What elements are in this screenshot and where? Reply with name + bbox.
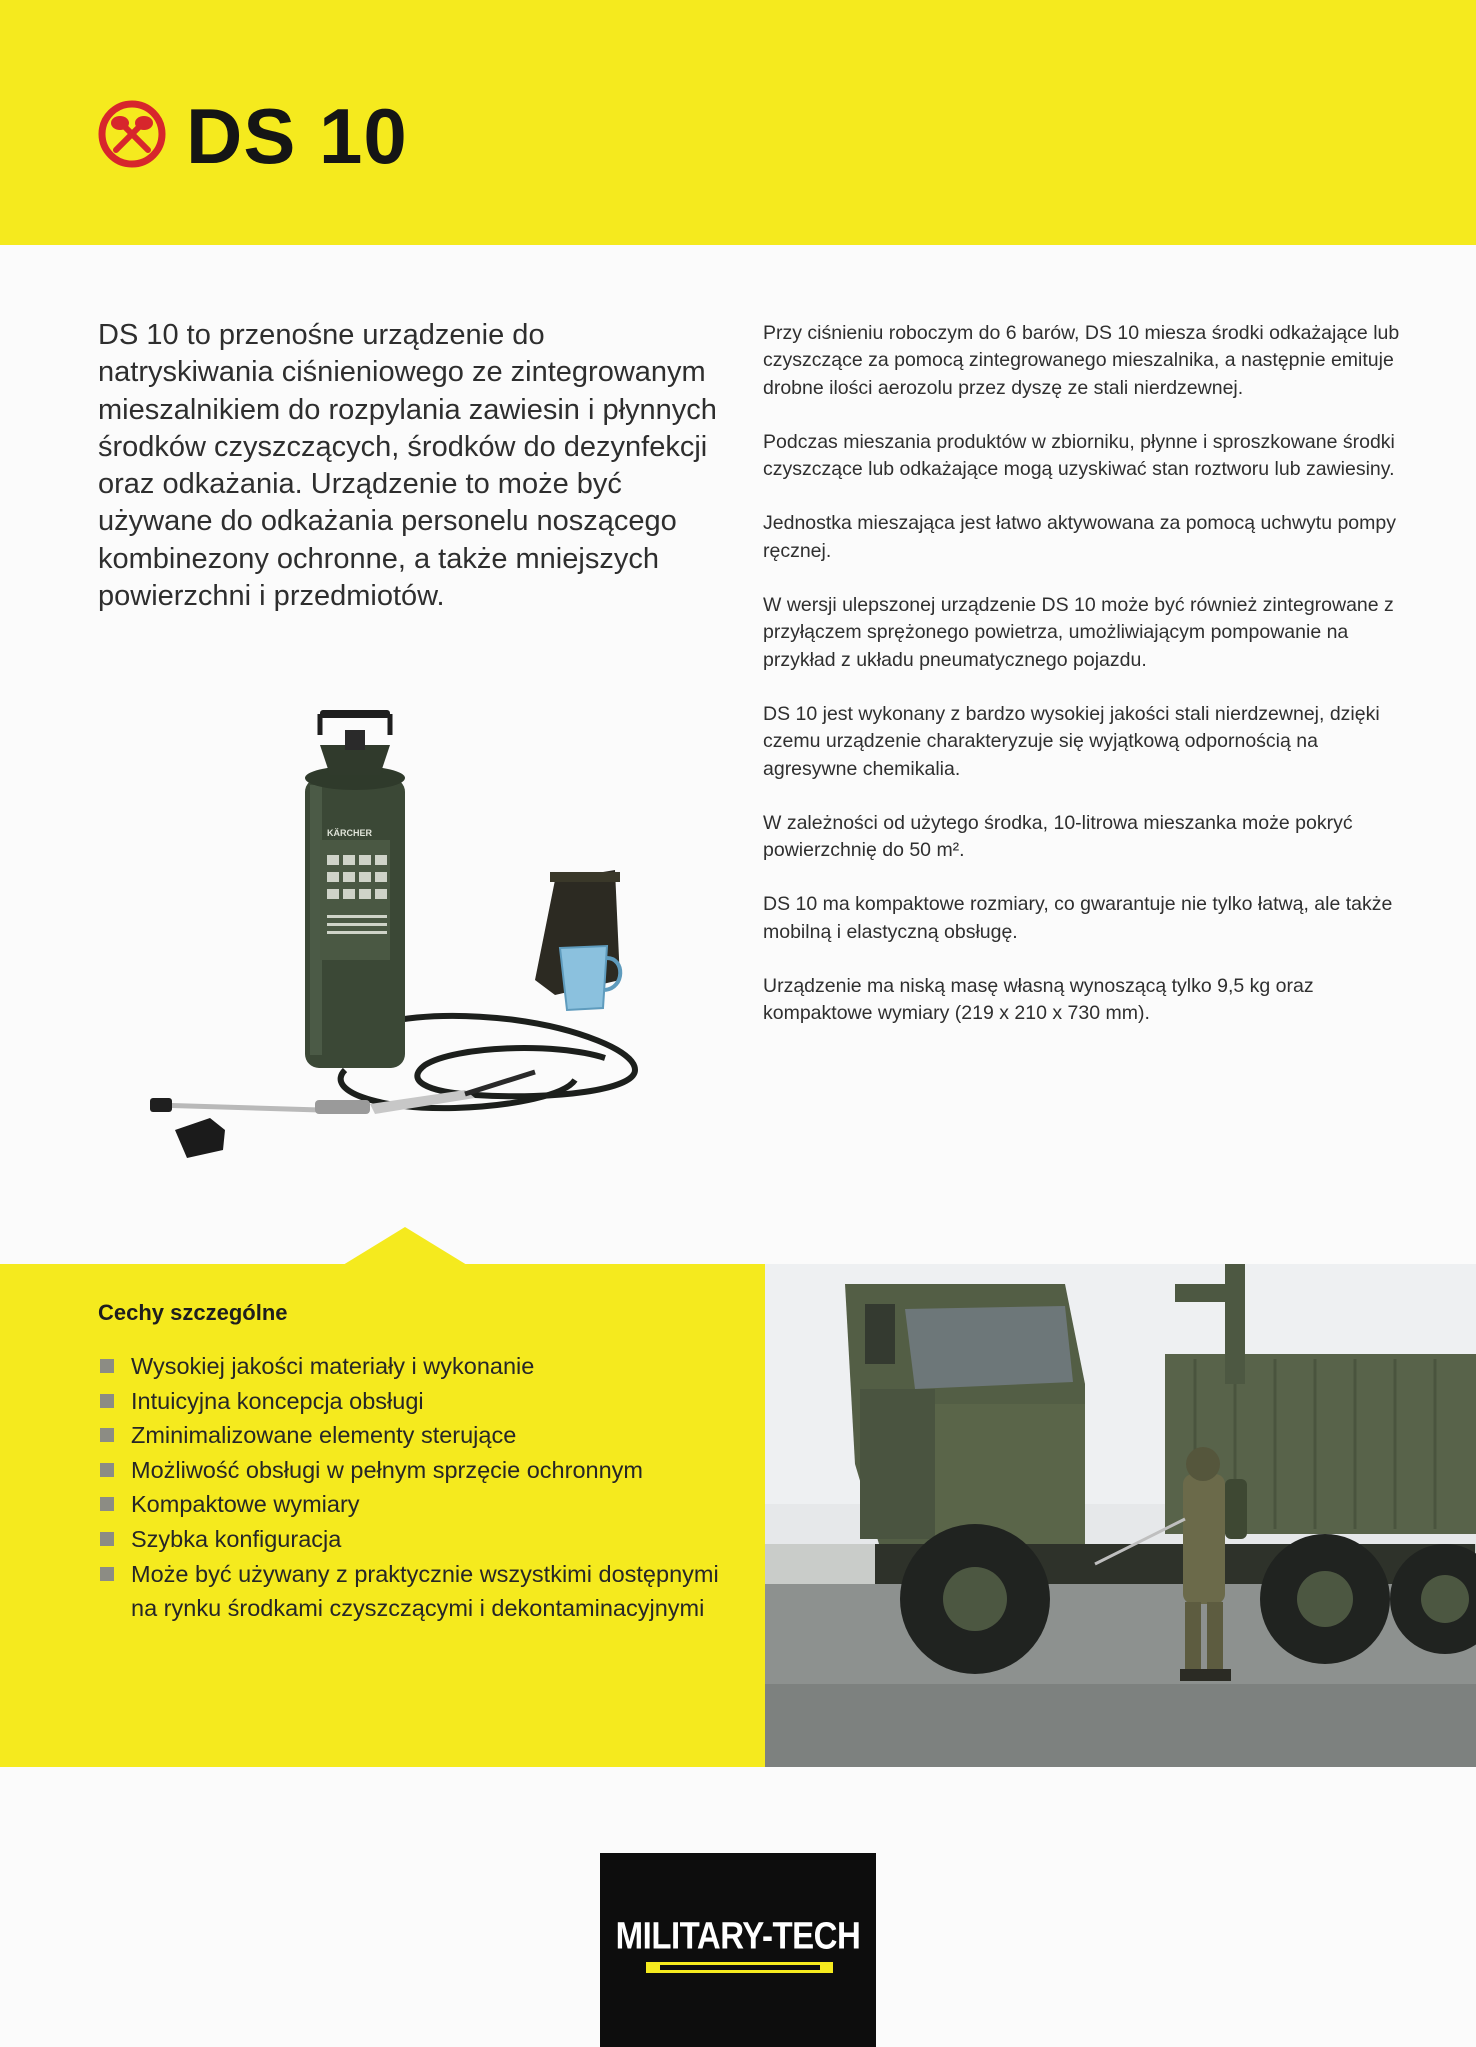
intro-text: DS 10 to przenośne urządzenie do natryskiwania ciśnieniowego ze zintegrowanym mieszalnikiem do rozpylania zawiesin i płynnych środków czyszczących, środków do dezynfekcji oraz odkażania. Urządzenie to może być używane do odkażania personelu noszącego kombinezony ochronne, a także mniejszych powierzchni i przedmiotów. xyxy=(98,319,717,613)
logo-underline-inner xyxy=(660,1965,820,1970)
description-paragraph: Jednostka mieszająca jest łatwo aktywowana za pomocą uchwytu pompy ręcznej. xyxy=(763,512,1396,562)
military-tech-logo-text: MILITARY-TECH xyxy=(615,1914,861,1957)
ds10-sprayer-image xyxy=(135,690,670,1170)
feature-item: Wysokiej jakości materiały i wykonanie xyxy=(98,1349,738,1384)
karcher-brand-label: KÄRCHER xyxy=(327,828,372,838)
features-list xyxy=(98,1349,738,1626)
description-paragraph: DS 10 jest wykonany z bardzo wysokiej jakości stali nierdzewnej, dzięki czemu urządzenie charakteryzuje się wyjątkową odpornością na agresywne chemikalia. xyxy=(763,702,1380,780)
feature-item: Zminimalizowane elementy sterujące xyxy=(98,1418,738,1453)
description-column xyxy=(763,320,1403,1055)
description-paragraph: W zależności od użytego środka, 10-litrowa mieszanka może pokryć powierzchnię do 50 m². xyxy=(763,811,1353,862)
description-paragraph: W wersji ulepszonej urządzenie DS 10 może być również zintegrowane z przyłączem sprężonego powietrza, umożliwiającym pompowanie na przykład z układu pneumatycznego pojazdu. xyxy=(763,594,1394,671)
description-paragraph: Podczas mieszania produktów w zbiorniku, płynne i sproszkowane środki czyszczące lub odkażające mogą uzyskiwać stan roztworu lub zawiesiny. xyxy=(763,430,1395,481)
feature-item: Może być używany z praktycznie wszystkimi dostępnymi na rynku środkami czyszczącymi i dekontaminacyjnymi xyxy=(98,1557,738,1626)
military-tech-logo xyxy=(600,1853,876,2047)
description-paragraph: DS 10 ma kompaktowe rozmiary, co gwarantuje nie tylko łatwą, ale także mobilną i elastyczną obsługę. xyxy=(763,893,1393,943)
description-paragraph: Urządzenie ma niską masę własną wynoszącą tylko 9,5 kg oraz kompaktowe wymiary (219 x 210 x 730 mm). xyxy=(763,975,1314,1025)
description-paragraph: Przy ciśnieniu roboczym do 6 barów, DS 10 miesza środki odkażające lub czyszczące za pomocą zintegrowanego mieszalnika, a następnie emituje drobne ilości aerozolu przez dyszę ze stali nierdzewnej. xyxy=(763,322,1400,399)
feature-item: Kompaktowe wymiary xyxy=(98,1487,738,1522)
feature-item: Intuicyjna koncepcja obsługi xyxy=(98,1384,738,1419)
feature-item: Możliwość obsługi w pełnym sprzęcie ochronnym xyxy=(98,1453,738,1488)
intro-paragraph xyxy=(98,317,728,615)
feature-item: Szybka konfiguracja xyxy=(98,1522,738,1557)
page-title: DS 10 xyxy=(186,92,408,180)
features-notch xyxy=(343,1227,467,1265)
features-title: Cechy szczególne xyxy=(98,1300,288,1325)
crossed-spray-nozzles-icon xyxy=(98,100,166,168)
military-truck-photo xyxy=(765,1264,1476,1767)
